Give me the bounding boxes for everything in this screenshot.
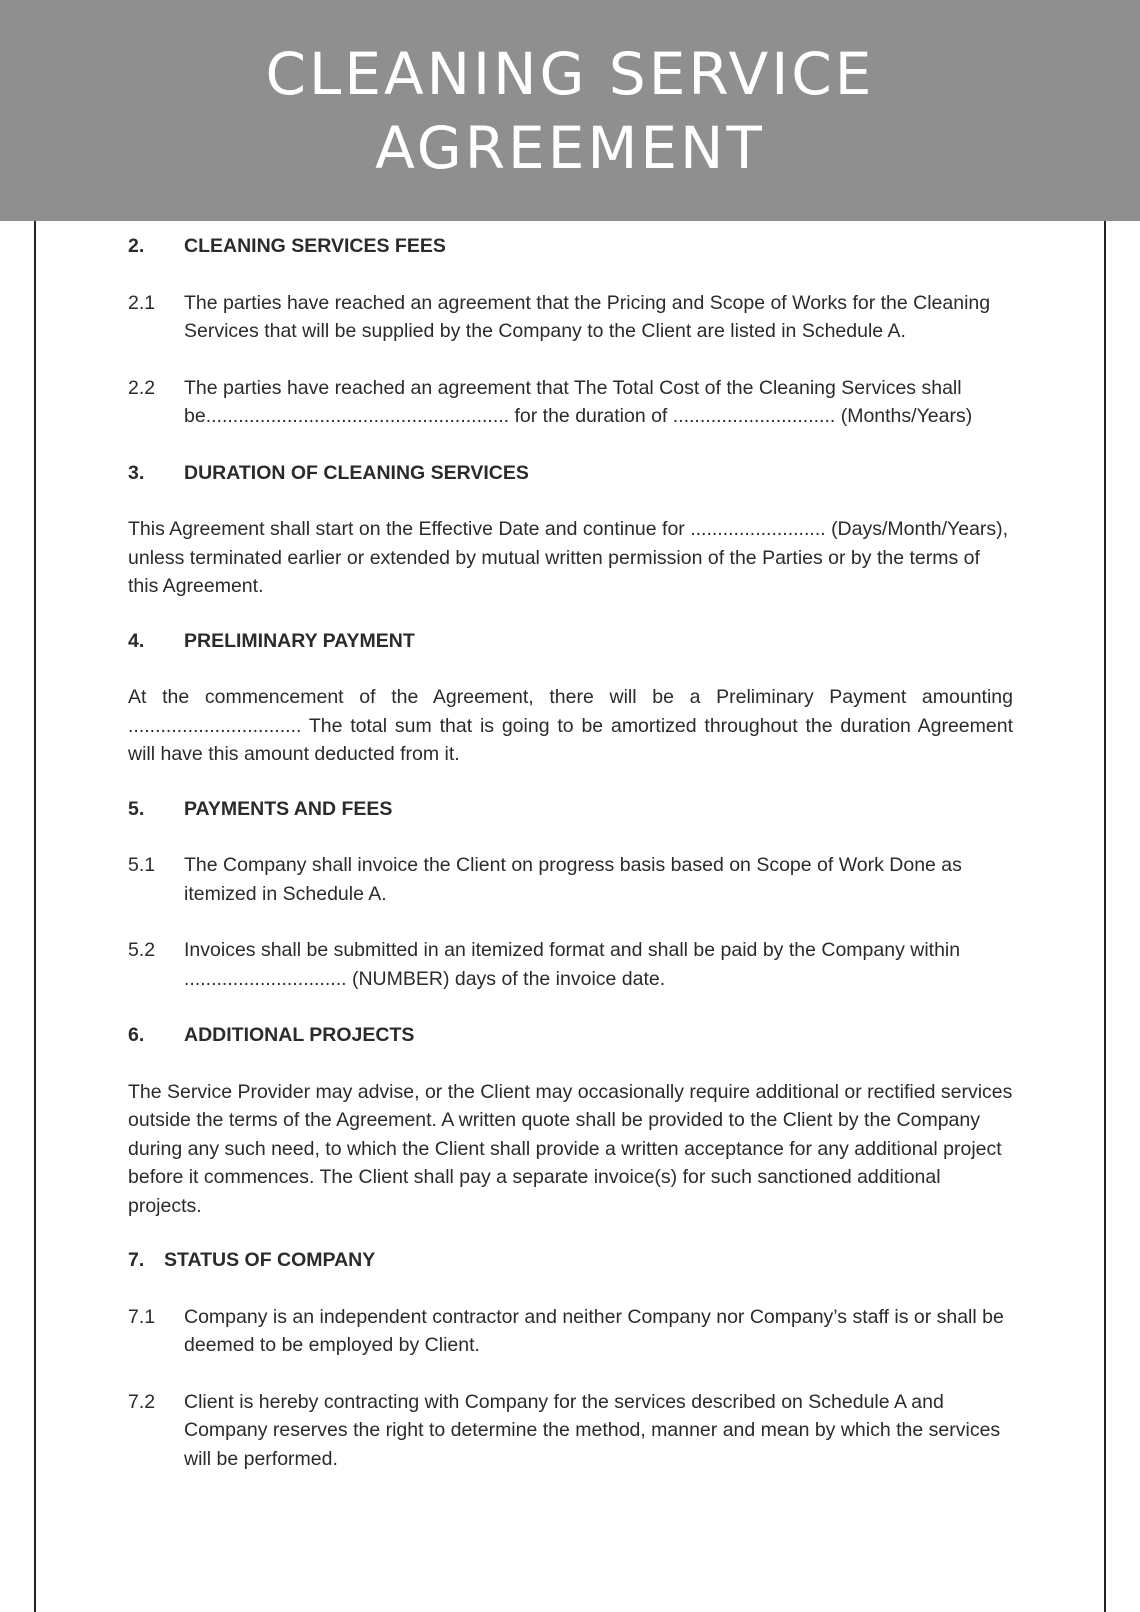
document-body	[128, 232, 1013, 1473]
section-number: 4.	[128, 629, 145, 652]
section-title: DURATION OF CLEANING SERVICES	[184, 461, 529, 484]
banner-title-line-1: CLEANING SERVICE	[265, 39, 875, 108]
page-border-right	[1104, 221, 1106, 1612]
clause-number: 5.1	[128, 854, 156, 876]
section-title: STATUS OF COMPANY	[164, 1249, 376, 1271]
clause-text: Invoices shall be submitted in an itemized format and shall be paid by the Company within .............................. (NUMBER) days of the invoice date.	[184, 939, 961, 990]
section-6-text: The Service Provider may advise, or the Client may occasionally require additional or rectified services outside the terms of the Agreement. A written quote shall be provided to the Client by the Company during any such need, to which the Client shall provide a written acceptance for any additional project before it commences. The Client shall pay a separate invoice(s) for such sanctioned additional projects.	[128, 1080, 1013, 1217]
clause-text: Company is an independent contractor and neither Company nor Company’s staff is or shall be deemed to be employed by Client.	[184, 1305, 1004, 1356]
clause-number: 2.2	[128, 376, 156, 399]
clause-text: Client is hereby contracting with Company for the services described on Schedule A and Company reserves the right to determine the method, manner and mean by which the services will be performed.	[184, 1390, 1001, 1470]
clause-7-1	[128, 1303, 1013, 1360]
section-4-text: At the commencement of the Agreement, there will be a Preliminary Payment amounting ................................ The total sum that is going to be amortized throughout the duration Agreement will have this amount deducted from it.	[128, 686, 1013, 765]
section-number: 2.	[128, 235, 145, 257]
section-4-heading	[128, 627, 1013, 656]
section-number: 6.	[128, 1024, 145, 1046]
clause-2-1	[128, 289, 1013, 346]
clause-text: The Company shall invoice the Client on progress basis based on Scope of Work Done as itemized in Schedule A.	[184, 854, 962, 905]
clause-5-1	[128, 851, 1013, 908]
section-title: CLEANING SERVICES FEES	[184, 235, 446, 257]
banner-title-line-2: AGREEMENT	[375, 113, 765, 182]
clause-5-2	[128, 936, 1013, 993]
section-title: ADDITIONAL PROJECTS	[184, 1024, 415, 1046]
clause-7-2	[128, 1388, 1013, 1474]
page-border-left	[34, 221, 36, 1612]
section-7-heading	[128, 1246, 1013, 1275]
clause-number: 2.1	[128, 291, 156, 314]
clause-text: The parties have reached an agreement that the Pricing and Scope of Works for the Cleaning Services that will be supplied by the Company to the Client are listed in Schedule A.	[184, 291, 991, 342]
clause-text: The parties have reached an agreement that The Total Cost of the Cleaning Services shall be........................................................ for the duration of .............................. (Months/Years)	[184, 376, 973, 427]
clause-2-2	[128, 374, 1013, 431]
clause-number: 7.1	[128, 1305, 156, 1328]
section-2-heading	[128, 232, 1013, 261]
title-banner	[0, 0, 1140, 221]
section-3-heading	[128, 459, 1013, 488]
section-number: 5.	[128, 797, 145, 820]
clause-number: 5.2	[128, 939, 156, 961]
section-title: PAYMENTS AND FEES	[184, 797, 393, 820]
section-5-heading	[128, 795, 1013, 824]
clause-number: 7.2	[128, 1390, 156, 1413]
section-title: PRELIMINARY PAYMENT	[184, 629, 415, 652]
section-number: 7.	[128, 1249, 145, 1271]
section-number: 3.	[128, 461, 145, 484]
section-6-heading	[128, 1021, 1013, 1050]
section-3-text: This Agreement shall start on the Effective Date and continue for ......................... (Days/Month/Years), unless terminated earlier or extended by mutual written permission of the Parties or by the terms of this Agreement.	[128, 518, 1009, 597]
